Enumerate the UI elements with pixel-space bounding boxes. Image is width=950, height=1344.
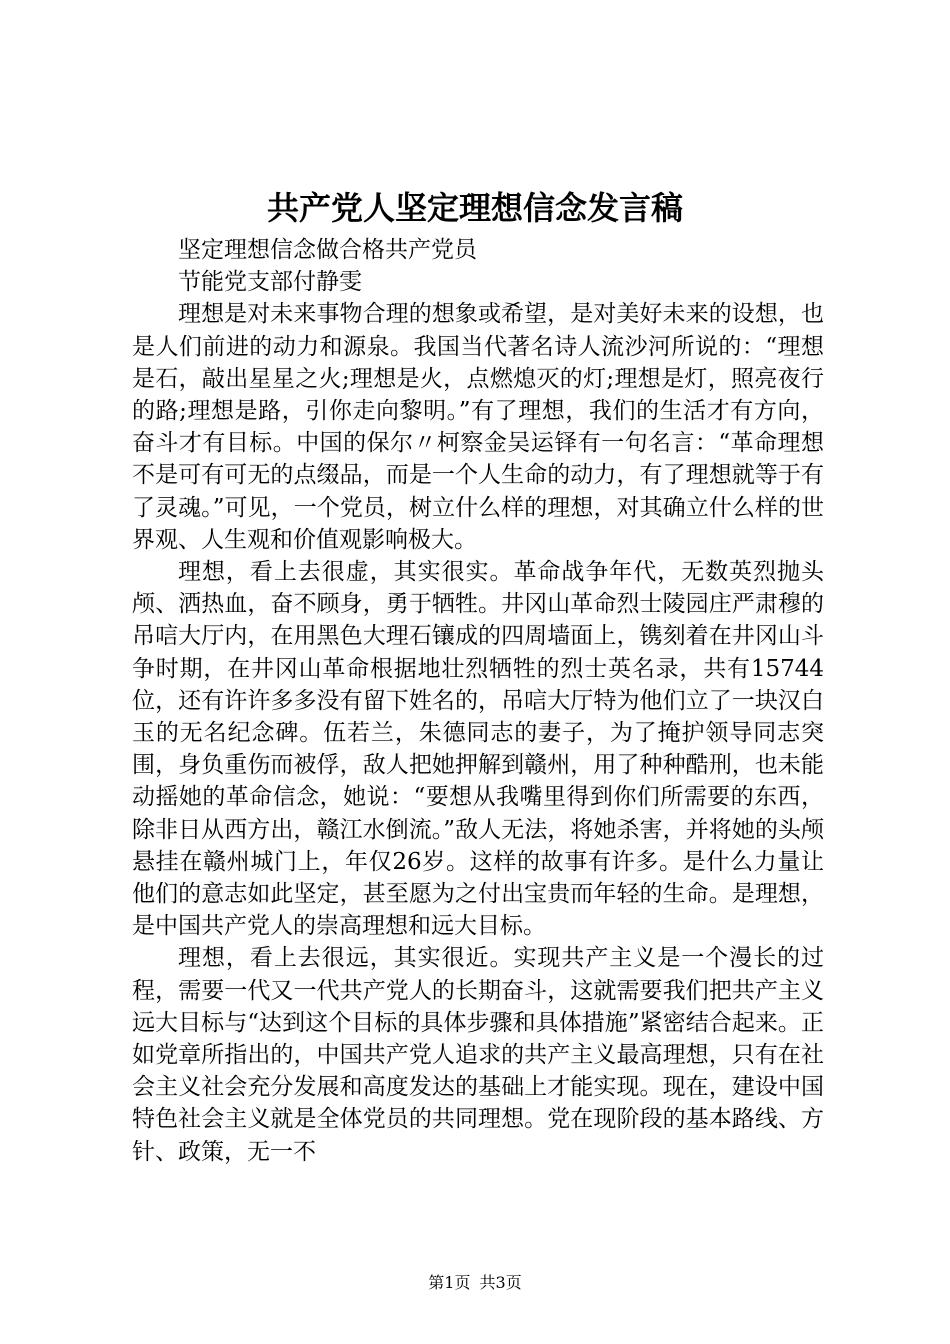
document-subtitle: 坚定理想信念做合格共产党员 [178,237,477,263]
document-author: 节能党支部付静雯 [178,269,362,296]
paragraph-3: 理想，看上去很远，其实很近。实现共产主义是一个漫长的过程，需要一代又一代共产党人的长期奋斗，这就需要我们把共产主义远大目标与“达到这个目标的具体步骤和具体措施”紧密结合起来。正如党章所指出的，中国共产党人追求的共产主义最高理想，只有在社会主义社会充分发展和高度发达的基础上才能实现。现在，建设中国特色社会主义就是全体党员的共同理想。党在现阶段的基本路线、方针、政策，无一不 [132,945,824,1165]
paragraph-2: 理想，看上去很虚，其实很实。革命战争年代，无数英烈抛头颅、洒热血，奋不顾身，勇于牺牲。井冈山革命烈士陵园庄严肃穆的吊唁大厅内，在用黑色大理石镶成的四周墙面上，镌刻着在井冈山斗争时期，在井冈山革命根据地壮烈牺牲的烈士英名录，共有15744位，还有许许多多没有留下姓名的，吊唁大厅特为他们立了一块汉白玉的无名纪念碑。伍若兰，朱德同志的妻子，为了掩护领导同志突围，身负重伤而被俘，敌人把她押解到赣州，用了种种酷刑，也未能动摇她的革命信念，她说：“要想从我嘴里得到你们所需要的东西，除非日从西方出，赣江水倒流。”敌人无法，将她杀害，并将她的头颅悬挂在赣州城门上，年仅26岁。这样的故事有许多。是什么力量让他们的意志如此坚定，甚至愿为之付出宝贵而年轻的生命。是理想，是中国共产党人的崇高理想和远大目标。 [132,559,824,940]
document-title: 共产党人坚定理想信念发言稿 [266,189,683,227]
document-body [132,234,824,1168]
page-footer: 第1页 共3页 [428,1273,522,1292]
paragraph-1: 理想是对未来事物合理的想象或希望，是对美好未来的设想，也是人们前进的动力和源泉。我国当代著名诗人流沙河所说的：“理想是石，敲出星星之火;理想是火，点燃熄灭的灯;理想是灯，照亮夜行的路;理想是路，引你走向黎明。”有了理想，我们的生活才有方向，奋斗才有目标。中国的保尔〃柯察金吴运铎有一句名言：“革命理想不是可有可无的点缀品，而是一个人生命的动力，有了理想就等于有了灵魂。”可见，一个党员，树立什么样的理想，对其确立什么样的世界观、人生观和价值观影响极大。 [132,301,824,553]
